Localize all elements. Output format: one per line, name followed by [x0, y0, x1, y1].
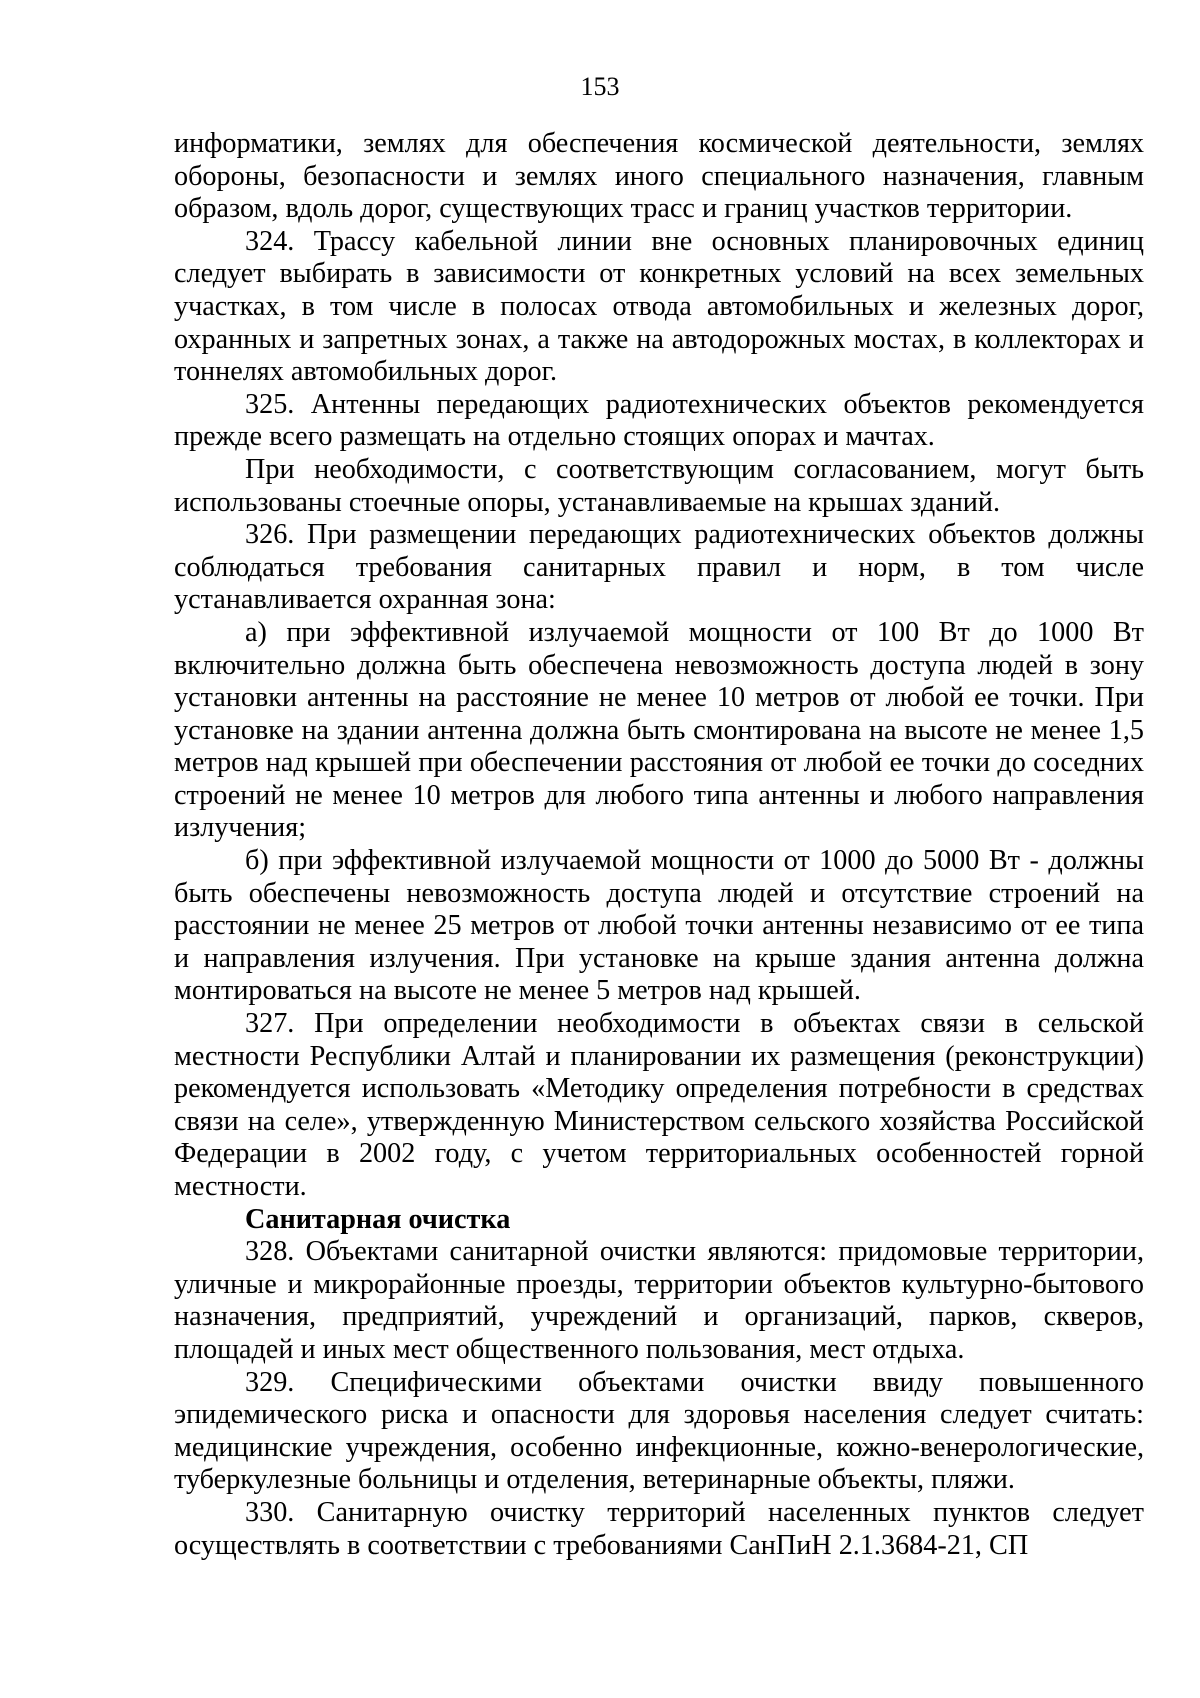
paragraph-326: 326. При размещении передающих радиотехнических объектов должны соблюдаться требования санитарных правил и норм, в том числе устанавливается охранная зона: — [174, 519, 1144, 616]
paragraph-325-note: При необходимости, с соответствующим согласованием, могут быть использованы стоечные опоры, устанавливаемые на крышах зданий. — [174, 453, 1144, 518]
paragraph-326-a: а) при эффективной излучаемой мощности от 100 Вт до 1000 Вт включительно должна быть обеспечена невозможность доступа людей в зону установки антенны на расстояние не менее 10 метров от любой ее точки. При установке на здании антенна должна быть смонтирована на высоте не менее 1,5 метров над крышей при обеспечении расстояния от любой ее точки до соседних строений не менее 10 метров для любого типа антенны и любого направления излучения; — [174, 616, 1144, 844]
section-heading: Санитарная очистка — [245, 1203, 511, 1235]
paragraph-330: 330. Санитарную очистку территорий населенных пунктов следует осуществлять в соответствии с требованиями СанПиН 2.1.3684-21, СП — [174, 1496, 1144, 1561]
paragraph-324: 324. Трассу кабельной линии вне основных планировочных единиц следует выбирать в зависимости от конкретных условий на всех земельных участках, в том числе в полосах отвода автомобильных и железных дорог, охранных и запретных зонах, а также на автодорожных мостах, в коллекторах и тоннелях автомобильных дорог. — [174, 225, 1144, 388]
paragraph-328: 328. Объектами санитарной очистки являются: придомовые территории, уличные и микрорайонные проезды, территории объектов культурно-бытового назначения, предприятий, учреждений и организаций, парков, скверов, площадей и иных мест общественного пользования, мест отдыха. — [174, 1236, 1144, 1365]
paragraph-326-b: б) при эффективной излучаемой мощности от 1000 до 5000 Вт - должны быть обеспечены невозможность доступа людей и отсутствие строений на расстоянии не менее 25 метров от любой точки антенны независимо от ее типа и направления излучения. При установке на крыше здания антенна должна монтироваться на высоте не менее 5 метров над крышей. — [174, 845, 1144, 1007]
paragraph-325: 325. Антенны передающих радиотехнических объектов рекомендуется прежде всего размещать на отдельно стоящих опорах и мачтах. — [174, 388, 1144, 453]
paragraph-327: 327. При определении необходимости в объектах связи в сельской местности Республики Алтай и планировании их размещения (реконструкции) рекомендуется использовать «Методику определения потребности в средствах связи на селе», утвержденную Министерством сельского хозяйства Российской Федерации в 2002 году, с учетом территориальных особенностей горной местности. — [174, 1008, 1144, 1202]
paragraph-continuation: информатики, землях для обеспечения космической деятельности, землях обороны, безопасности и землях иного специального назначения, главным образом, вдоль дорог, существующих трасс и границ участков территории. — [174, 128, 1144, 225]
page-number: 153 — [580, 72, 620, 101]
document-body — [174, 128, 1144, 1562]
paragraph-329: 329. Специфическими объектами очистки ввиду повышенного эпидемического риска и опасности для здоровья населения следует считать: медицинские учреждения, особенно инфекционные, кожно-венерологические, туберкулезные больницы и отделения, ветеринарные объекты, пляжи. — [174, 1366, 1144, 1496]
